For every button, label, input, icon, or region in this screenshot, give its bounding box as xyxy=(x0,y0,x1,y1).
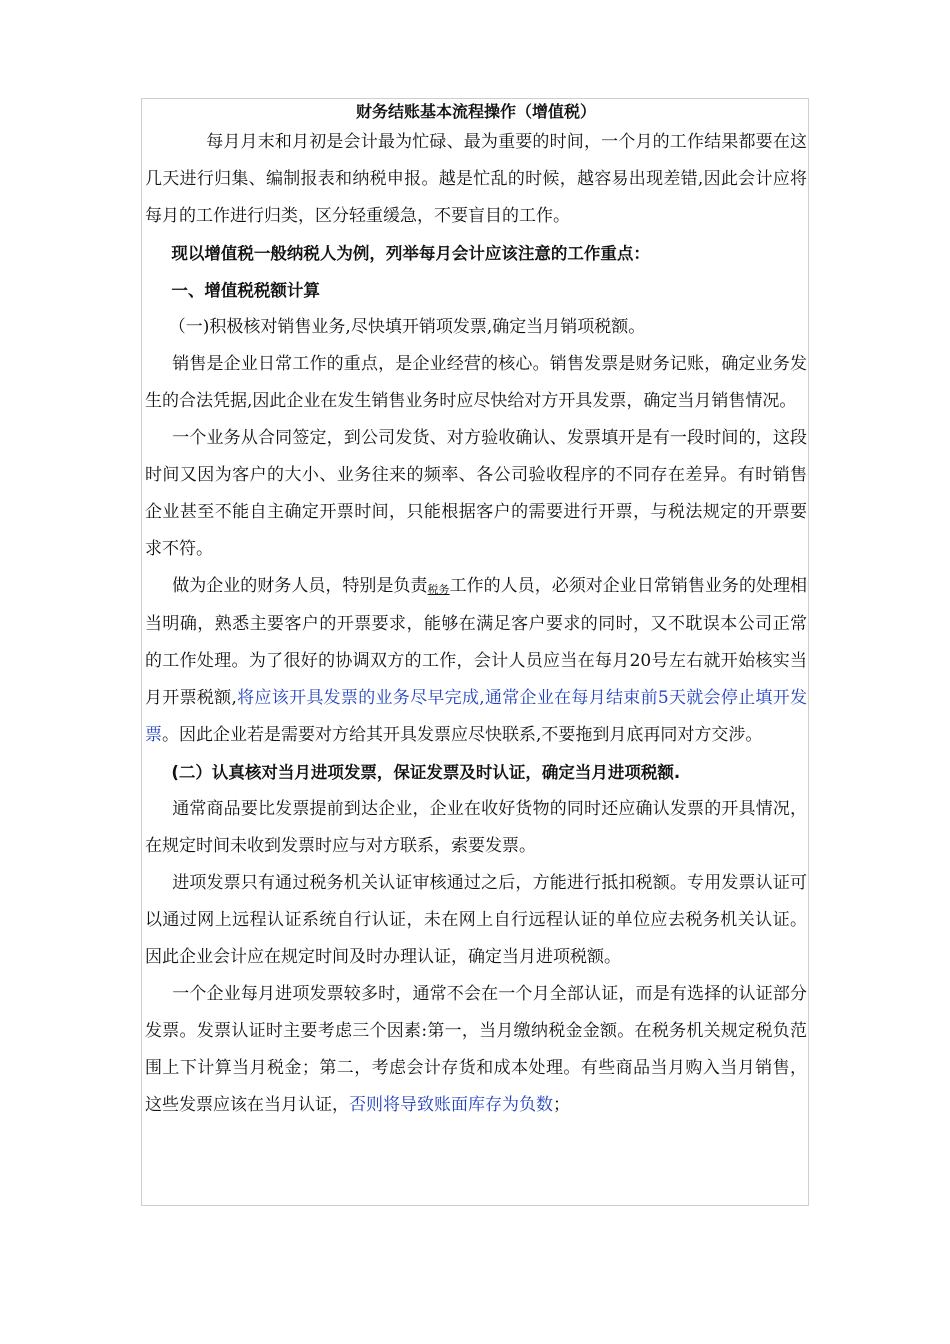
text-segment: 做为企业的财务人员，特别是负责 xyxy=(172,576,428,596)
paragraph-intro: 每月月末和月初是会计最为忙碌、最为重要的时间，一个月的工作结果都要在这几天进行归集、编制报表和纳税申报。越是忙乱的时候，越容易出现差错,因此会计应将每月的工作进行归类，区分轻重缓急，不要盲目的工作。 xyxy=(145,132,807,226)
highlighted-text-link[interactable]: 将应该开具发票的业务尽早完成,通常企业在每月结束前5天就会停止填开发票 xyxy=(145,688,808,745)
paragraph-sales: 销售是企业日常工作的重点，是企业经营的核心。销售发票是财务记账，确定业务发生的合法凭据,因此企业在发生销售业务时应尽快给对方开具发票，确定当月销售情况。 xyxy=(145,354,807,411)
text-segment: 工作的人员，必须对企业日常销售业务的处理相当明确，熟悉主要客户的开票要求，能够在满足客户要求的同时，又不耽误本公司正常的工作处理。为了很好的协调双方的工作，会计人员应当在每月20号左右就开始核实当月开票税额, xyxy=(145,576,808,708)
text-segment: 。因此企业若是需要对方给其开具发票应尽快联系,不要拖到月底再同对方交涉。 xyxy=(162,725,763,745)
text-segment: ； xyxy=(553,1095,570,1115)
document-title: 财务结账基本流程操作（增值税） xyxy=(355,102,596,121)
subheading-1: （一)积极核对销售业务,尽快填开销项发票,确定当月销项税额。 xyxy=(168,317,646,337)
document-body xyxy=(145,100,807,1124)
paragraph-certification-factors xyxy=(145,976,807,1124)
heading-intro: 现以增值税一般纳税人为例，列举每月会计应该注意的工作重点： xyxy=(171,244,650,263)
paragraph-business-cycle: 一个业务从合同签定，到公司发货、对方验收确认、发票填开是有一段时间的，这段时间又因为客户的大小、业务往来的频率、各公司验收程序的不同存在差异。有时销售企业甚至不能自主确定开票时间，只能根据客户的需要进行开票，与税法规定的开票要求不符。 xyxy=(145,428,807,559)
highlighted-text-link[interactable]: 否则将导致账面库存为负数 xyxy=(349,1095,553,1115)
heading-section-1: 一、增值税税额计算 xyxy=(171,281,320,300)
paragraph-invoice-arrival: 通常商品要比发票提前到达企业，企业在收好货物的同时还应确认发票的开具情况，在规定时间未收到发票时应与对方联系，索要发票。 xyxy=(145,799,807,856)
paragraph-invoice-certification: 进项发票只有通过税务机关认证审核通过之后，方能进行抵扣税额。专用发票认证可以通过网上远程认证系统自行认证，未在网上自行远程认证的单位应去税务机关认证。因此企业会计应在规定时间及时办理认证，确定当月进项税额。 xyxy=(145,873,807,967)
text-segment: 一个企业每月进项发票较多时，通常不会在一个月全部认证，而是有选择的认证部分发票。发票认证时主要考虑三个因素:第一，当月缴纳税金金额。在税务机关规定税负范围上下计算当月税金；第二，考虑会计存货和成本处理。有些商品当月购入当月销售，这些发票应该在当月认证， xyxy=(145,984,807,1115)
annotation-mark: 税务 xyxy=(427,583,450,596)
heading-section-2: (二）认真核对当月进项发票，保证发票及时认证，确定当月进项税额. xyxy=(171,763,681,782)
paragraph-staff-duties xyxy=(145,568,807,754)
